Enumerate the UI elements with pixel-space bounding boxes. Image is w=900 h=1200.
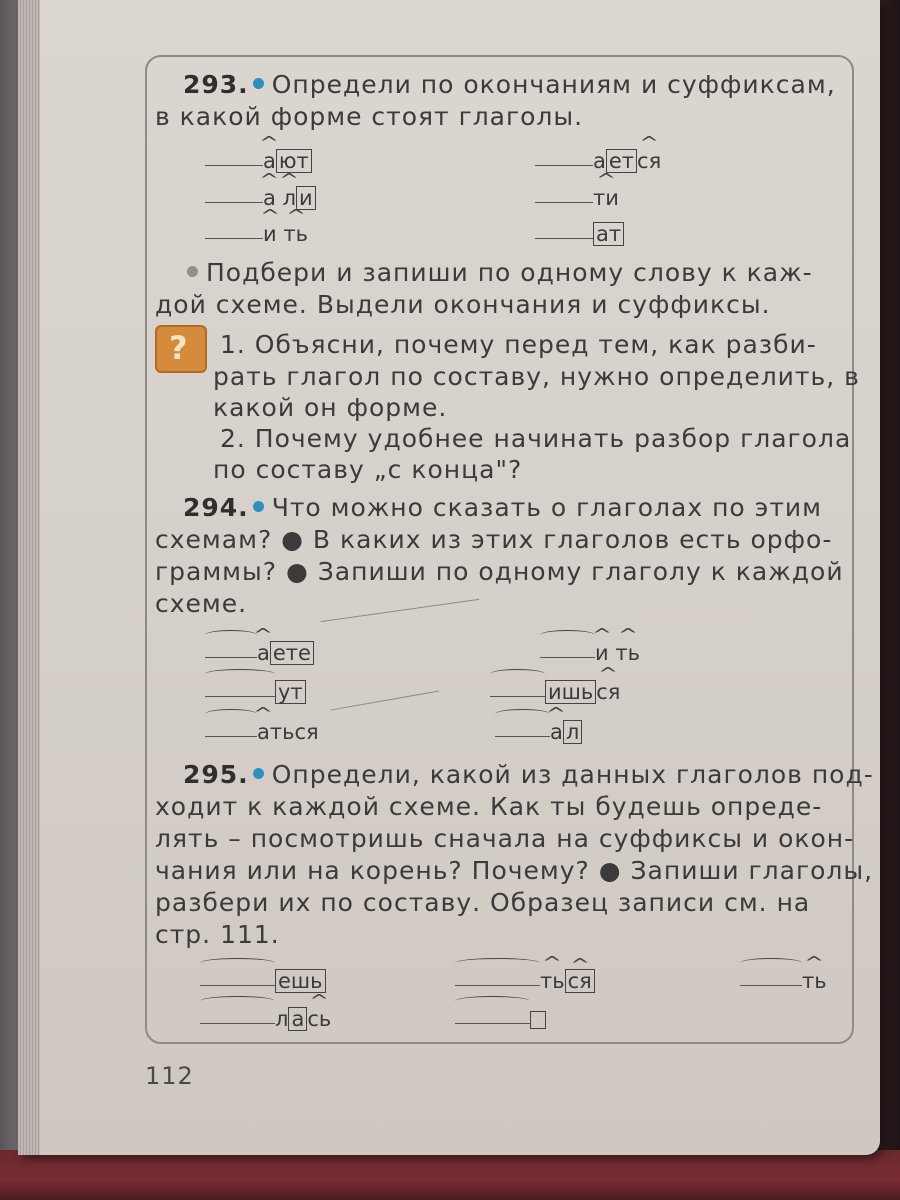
ex295-line2: ходит к каждой схеме. Как ты будешь опреде- bbox=[155, 792, 823, 821]
ex294-scheme-3: ^ аться bbox=[205, 716, 319, 744]
ex293-scheme-3: ^ и ^ ть bbox=[205, 218, 308, 246]
question-mark-icon: ? bbox=[155, 325, 207, 373]
page-edges bbox=[18, 0, 40, 1155]
ex295-line3: лять – посмотришь сначала на суффиксы и окон- bbox=[155, 824, 855, 853]
ex294-scheme-6: ^ а л bbox=[495, 716, 582, 744]
ex294-line4: схеме. bbox=[155, 589, 248, 618]
question-1-line1: 1. Объясни, почему перед тем, как разби- bbox=[220, 330, 817, 359]
ex295-number: 295. bbox=[183, 760, 249, 789]
ex294-number: 294. bbox=[183, 493, 249, 522]
blue-dot-icon bbox=[253, 78, 264, 89]
ex293-number: 293. bbox=[183, 70, 249, 99]
ex294-scheme-5: ишь^ ся bbox=[490, 676, 620, 704]
blue-dot-icon bbox=[253, 501, 264, 512]
ex295-scheme-3: ^ ть bbox=[740, 965, 827, 993]
ex293-scheme-1: ^ а ют bbox=[205, 145, 312, 173]
ex295-line5: разбери их по составу. Образец записи см. на bbox=[155, 888, 811, 917]
ex294-scheme-4: ^ и ^ ть bbox=[540, 637, 640, 665]
question-1-line2: рать глагол по составу, нужно определить, в bbox=[213, 362, 860, 391]
question-2-line1: 2. Почему удобнее начинать разбор глагола bbox=[220, 424, 852, 453]
background-fabric bbox=[0, 1150, 900, 1200]
ex294-scheme-2: ут bbox=[205, 676, 306, 704]
ex295-scheme-2: ^ ть^ ся bbox=[455, 965, 595, 993]
page-number: 112 bbox=[145, 1062, 194, 1090]
question-1-line3: какой он форме. bbox=[213, 393, 448, 422]
ex293-scheme-2: ^ а ^ л и bbox=[205, 182, 316, 210]
ex294-line2: схемам? ● В каких из этих глаголов есть орфо- bbox=[155, 525, 833, 554]
ex295-scheme-4: л а^ сь bbox=[200, 1003, 331, 1031]
question-2-line2: по составу „с конца"? bbox=[213, 455, 523, 484]
grey-dot-icon bbox=[187, 266, 198, 277]
blue-dot-icon bbox=[253, 768, 264, 779]
ex293-scheme-5: ^ ти bbox=[535, 182, 619, 210]
ex293-line2: в какой форме стоят глаголы. bbox=[155, 102, 584, 131]
ex293-task2-line2: дой схеме. Выдели окончания и суффиксы. bbox=[155, 290, 771, 319]
ex294-line1: 294. Что можно сказать о глаголах по этим bbox=[183, 493, 823, 522]
ex293-text1: Определи по окончаниям и суффиксам, bbox=[271, 70, 836, 99]
ex293-scheme-6: ат bbox=[535, 218, 624, 246]
ex295-line4: чания или на корень? Почему? ● Запиши глаголы, bbox=[155, 856, 874, 885]
ex295-line6: стр. 111. bbox=[155, 920, 280, 949]
ex293-task2-line1: Подбери и запиши по одному слову к каж- bbox=[183, 258, 813, 288]
ex295-scheme-1: ешь bbox=[200, 965, 326, 993]
ex294-scheme-1: ^ а ете bbox=[205, 637, 314, 665]
ex294-line3: граммы? ● Запиши по одному глаголу к каждой bbox=[155, 557, 844, 586]
ex295-line1: 295. Определи, какой из данных глаголов под- bbox=[183, 760, 874, 789]
ex293-scheme-4: а ет^ ся bbox=[535, 145, 661, 173]
ex295-scheme-5 bbox=[455, 1003, 546, 1031]
ex293-line1 bbox=[183, 70, 836, 100]
